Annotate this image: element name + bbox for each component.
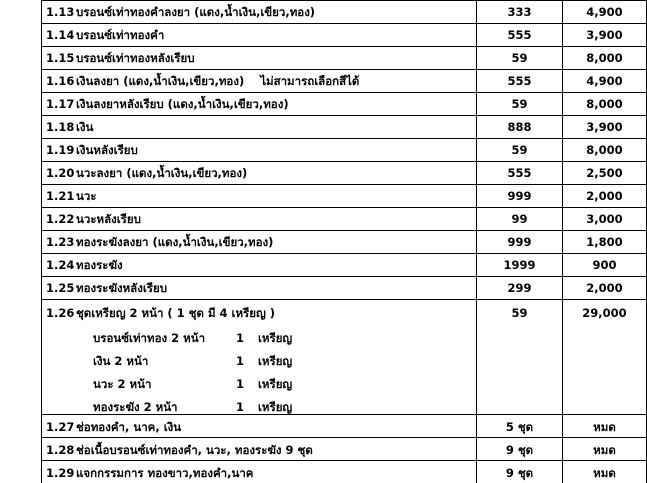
item-price: 4,900 — [586, 74, 623, 88]
item-code: 1.26 — [46, 306, 75, 320]
set-item-quantity: 1 — [236, 331, 245, 345]
item-code: 1.23 — [46, 235, 75, 249]
item-price: 3,900 — [586, 120, 623, 134]
table-row — [46, 212, 141, 226]
item-code: 1.16 — [46, 74, 75, 88]
row-divider — [41, 138, 647, 139]
table-row — [46, 466, 254, 480]
item-code: 1.19 — [46, 143, 75, 157]
set-item-description: บรอนซ์เท่าทอง 2 หน้า — [93, 331, 206, 345]
item-quantity: 59 — [511, 306, 528, 320]
item-code: 1.28 — [46, 443, 75, 457]
set-item-description: ทองระฆัง 2 หน้า — [93, 400, 178, 414]
item-quantity: 999 — [507, 235, 532, 249]
item-price: 2,000 — [586, 189, 623, 203]
table-row — [46, 74, 359, 88]
item-price: 900 — [592, 258, 617, 272]
set-row — [46, 306, 275, 320]
set-item-description: เงิน 2 หน้า — [93, 354, 149, 368]
item-quantity: 1999 — [503, 258, 536, 272]
item-quantity: 555 — [507, 28, 532, 42]
item-quantity: 999 — [507, 189, 532, 203]
item-price: 4,900 — [586, 5, 623, 19]
item-description: บรอนซ์เท่าทองคำ — [76, 28, 165, 42]
item-code: 1.25 — [46, 281, 75, 295]
item-price: 2,500 — [586, 166, 623, 180]
row-divider — [41, 92, 647, 93]
set-item-unit: เหรียญ — [258, 331, 293, 345]
item-description: เงินลงยา (แดง,น้ำเงิน,เขียว,ทอง) — [76, 74, 245, 88]
item-price: 3,900 — [586, 28, 623, 42]
table-row — [46, 5, 315, 19]
item-quantity: 555 — [507, 74, 532, 88]
item-code: 1.17 — [46, 97, 75, 111]
item-description: เงินลงยาหลังเรียบ (แดง,น้ำเงิน,เขียว,ทอง) — [76, 97, 289, 111]
item-price: 1,800 — [586, 235, 623, 249]
item-code: 1.14 — [46, 28, 75, 42]
item-quantity: 9 ชุด — [505, 466, 534, 480]
item-price: 8,000 — [586, 97, 623, 111]
item-code: 1.22 — [46, 212, 75, 226]
item-quantity: 59 — [511, 51, 528, 65]
table-row — [46, 28, 164, 42]
item-code: 1.27 — [46, 420, 75, 434]
item-code: 1.24 — [46, 258, 75, 272]
table-row — [46, 189, 97, 203]
item-price: หมด — [593, 466, 616, 480]
set-item-quantity: 1 — [236, 377, 245, 391]
item-code: 1.18 — [46, 120, 75, 134]
item-price: 29,000 — [582, 306, 627, 320]
item-code: 1.20 — [46, 166, 75, 180]
item-description: แจกกรรมการ ทองขาว,ทองคำ,นาค — [76, 466, 254, 480]
table-row — [46, 258, 123, 272]
item-description: บรอนซ์เท่าทองหลังเรียบ — [76, 51, 195, 65]
row-divider — [41, 0, 647, 1]
row-divider — [41, 437, 647, 438]
table-row — [46, 120, 93, 134]
row-divider — [41, 414, 647, 415]
item-price: หมด — [593, 443, 616, 457]
row-divider — [41, 299, 647, 300]
item-price: หมด — [593, 420, 616, 434]
row-divider — [41, 115, 647, 116]
table-row — [46, 143, 138, 157]
item-note: ไม่สามารถเลือกสีได้ — [260, 74, 360, 88]
row-divider — [41, 23, 647, 24]
set-item-unit: เหรียญ — [258, 400, 293, 414]
item-description: ทองระฆังลงยา (แดง,น้ำเงิน,เขียว,ทอง) — [76, 235, 274, 249]
item-price: 8,000 — [586, 51, 623, 65]
item-quantity: 299 — [507, 281, 532, 295]
row-divider — [41, 184, 647, 185]
item-code: 1.21 — [46, 189, 75, 203]
row-divider — [41, 276, 647, 277]
item-quantity: 59 — [511, 143, 528, 157]
item-quantity: 333 — [507, 5, 532, 19]
item-quantity: 99 — [511, 212, 528, 226]
column-divider — [41, 0, 42, 483]
set-item-unit: เหรียญ — [258, 354, 293, 368]
row-divider — [41, 46, 647, 47]
item-description: ช่อทองคำ, นาค, เงิน — [76, 420, 182, 434]
set-item-quantity: 1 — [236, 400, 245, 414]
item-quantity: 59 — [511, 97, 528, 111]
table-row — [46, 51, 195, 65]
row-divider — [41, 161, 647, 162]
item-description: นวะหลังเรียบ — [76, 212, 141, 226]
item-description: บรอนซ์เท่าทองคำลงยา (แดง,น้ำเงิน,เขียว,ทอง) — [76, 5, 316, 19]
item-description: ทองระฆัง — [76, 258, 123, 272]
item-quantity: 555 — [507, 166, 532, 180]
item-quantity: 888 — [507, 120, 532, 134]
item-description: ชุดเหรียญ 2 หน้า ( 1 ชุด มี 4 เหรียญ ) — [76, 306, 276, 320]
table-row — [46, 443, 313, 457]
table-row — [46, 420, 181, 434]
item-price: 2,000 — [586, 281, 623, 295]
row-divider — [41, 253, 647, 254]
item-code: 1.15 — [46, 51, 75, 65]
item-code: 1.29 — [46, 466, 75, 480]
item-price: 8,000 — [586, 143, 623, 157]
set-item-unit: เหรียญ — [258, 377, 293, 391]
item-description: ช่อเนื้อบรอนซ์เท่าทองคำ, นวะ, ทองระฆัง 9 ชุด — [76, 443, 313, 457]
item-description: นวะลงยา (แดง,น้ำเงิน,เขียว,ทอง) — [76, 166, 248, 180]
row-divider — [41, 230, 647, 231]
item-description: เงิน — [76, 120, 94, 134]
table-row — [46, 235, 273, 249]
set-item-description: นวะ 2 หน้า — [93, 377, 152, 391]
item-quantity: 9 ชุด — [505, 443, 534, 457]
item-code: 1.13 — [46, 5, 75, 19]
item-description: ทองระฆังหลังเรียบ — [76, 281, 167, 295]
table-row — [46, 281, 167, 295]
table-row — [46, 97, 289, 111]
item-description: นวะ — [76, 189, 97, 203]
row-divider — [41, 69, 647, 70]
item-description: เงินหลังเรียบ — [76, 143, 138, 157]
item-quantity: 5 ชุด — [505, 420, 534, 434]
set-item-quantity: 1 — [236, 354, 245, 368]
table-row — [46, 166, 247, 180]
row-divider — [41, 207, 647, 208]
item-price: 3,000 — [586, 212, 623, 226]
row-divider — [41, 460, 647, 461]
